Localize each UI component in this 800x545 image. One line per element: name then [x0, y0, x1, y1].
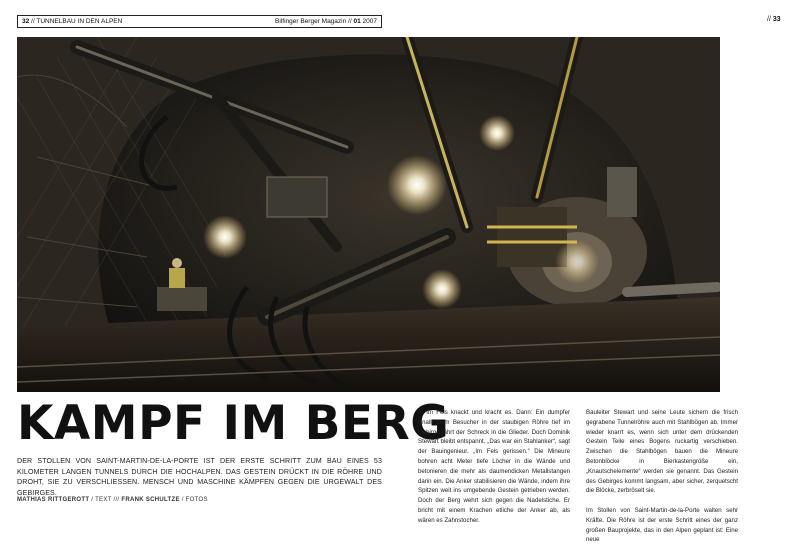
page-number-right-block	[767, 16, 781, 23]
tunnel-illustration	[17, 37, 720, 392]
header-separator: //	[348, 18, 352, 25]
header-right	[275, 16, 377, 27]
page-header	[17, 15, 382, 28]
header-separator: //	[767, 16, 771, 23]
article-deck: DER STOLLEN VON SAINT-MARTIN-DE-LA-PORTE IST DER ERSTE SCHRITT ZUM BAU EINES 53 KILOMETER LANGEN TUNNELS DURCH DIE HOCHALPEN. DAS GESTEIN DRÜCKT IN DIE RÖHRE UND DROHT, SIE ZU VERSCHLIESSEN. MENSCH UND MASCHINE KÄMPFEN GEGEN DIE URGEWALT DES GEBIRGES.	[17, 457, 382, 497]
page-number-right: 33	[772, 16, 781, 23]
article-column-1: /// Im Fels knackt und kracht es. Dann: Ein dumpfer Knall! Dem Besucher in der staubigen Röhre tief im Gebirge fährt der Schreck in die Glieder. Doch Dominik Stewart bleibt entspannt. „Das war ein Stahlanker“, sagt der Bauingenieur. „Im Fels gerissen.“ Die Mineure bohren acht Meter tiefe Löcher in die Wände und betonieren die mehr als daumendicken Metallstangen darin ein. Die Anker stabilisieren die Wände, indem ihre Spitzen weit ins umgebende Gestein getrieben werden. Doch der Berg wehrt sich gegen die Nadelstiche. Er bricht mit einem Krachen etliche der Anker ab, als wären es Zahnstocher.	[418, 409, 570, 524]
header-left	[22, 16, 122, 27]
author-name: MATHIAS RITTGEROTT	[17, 497, 90, 503]
page-number-left: 32	[22, 18, 30, 25]
header-separator: //	[31, 18, 35, 25]
article-column-2: Bauleiter Stewart und seine Leute sichern die frisch gegrabene Tunnelröhre auch mit Stahlbögen ab. Immer wieder knarrt es, wenn sich unter dem drückenden Gestein Teile eines Bogens ruckartig verschieben. Zwischen die Stahlbögen bauen die Mineure Betonblöcke in Bierkastengröße ein, „Knautschelemente“ werden sie genannt. Das Gestein des Gebirges kommt langsam, aber sicher, zerquetscht die Blöcke, zerbröselt sie. Im Stollen von Saint-Martin-de-la-Porte walten sehr Kräfte. Die Röhre ist der erste Schritt eines der ganz großen Bauprojekte, das in den Alpen geplant ist: Eine neue	[586, 409, 738, 544]
tunnel-photo	[17, 37, 720, 392]
section-title: TUNNELBAU IN DEN ALPEN	[36, 18, 123, 25]
photographer-name: FRANK SCHULTZE	[121, 497, 180, 503]
issue-number: 01	[353, 18, 361, 25]
photographer-role: / FOTOS	[181, 497, 208, 503]
magazine-name: Bilfinger Berger Magazin	[275, 18, 347, 25]
issue-year: 2007	[362, 18, 377, 25]
author-role: / TEXT ///	[91, 497, 120, 503]
article-headline: KAMPF IM BERG	[17, 396, 450, 451]
article-credits	[17, 497, 208, 503]
